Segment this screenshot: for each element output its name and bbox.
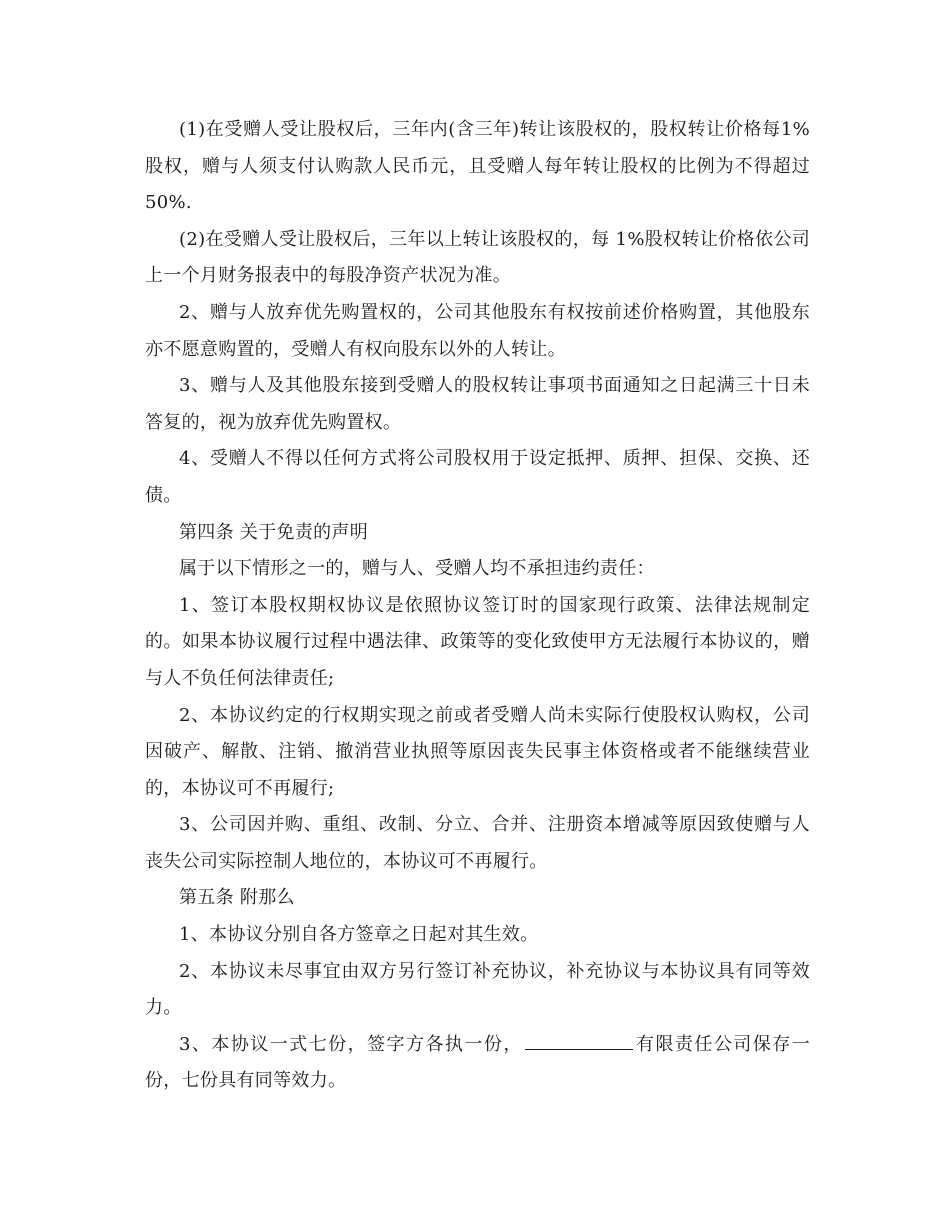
paragraph-transfer-within-three-years: (1)在受赠人受让股权后，三年内(含三年)转让该股权的，股权转让价格每1%股权，赠与人须支付认购款人民币元，且受赠人每年转让股权的比例为不得超过 50%. — [145, 119, 810, 214]
article-five-heading: 第五条 附那么 — [179, 887, 295, 909]
article-four-heading: 第四条 关于免责的声明 — [179, 521, 369, 543]
paragraph-waive-preemptive-right: 2、赠与人放弃优先购置权的，公司其他股东有权按前述价格购置，其他股东亦不愿意购置的，受赠人有权向股东以外的人转让。 — [145, 301, 810, 360]
paragraph-notice-thirty-days: 3、赠与人及其他股东接到受赠人的股权转让事项书面通知之日起满三十日未答复的，视为放弃优先购置权。 — [145, 375, 810, 433]
copies-text-after-blank: 有限责任公司保存一份，七份具有同等效力。 — [145, 1033, 810, 1092]
paragraph-supplementary-agreement: 2、本协议未尽事宜由双方另行签订补充协议，补充协议与本协议具有同等效力。 — [145, 960, 810, 1019]
paragraph-exemption-intro: 属于以下情形之一的，赠与人、受赠人均不承担违约责任： — [179, 558, 655, 580]
paragraph-exemption-dissolution: 2、本协议约定的行权期实现之前或者受赠人尚未实际行使股权认购权，公司因破产、解散、注销、撤消营业执照等原因丧失民事主体资格或者不能继续营业的，本协议可不再履行; — [145, 704, 810, 799]
paragraph-effective-date: 1、本协议分别自各方签章之日起对其生效。 — [179, 924, 539, 946]
paragraph-exemption-policy: 1、签订本股权期权协议是依照协议签订时的国家现行政策、法律法规制定的。如果本协议履行过程中遇法律、政策等的变化致使甲方无法履行本协议的，赠与人不负任何法律责任; — [145, 594, 810, 689]
paragraph-exemption-control-loss: 3、公司因并购、重组、改制、分立、合并、注册资本增减等原因致使赠与人丧失公司实际控制人地位的，本协议可不再履行。 — [145, 814, 810, 872]
paragraph-transfer-after-three-years: (2)在受赠人受让股权后，三年以上转让该股权的，每 1%股权转让价格依公司上一个月财务报表中的每股净资产状况为准。 — [145, 228, 810, 287]
copies-text-before-blank: 3、本协议一式七份，签字方各执一份， — [179, 1033, 523, 1055]
paragraph-copies — [145, 1027, 810, 1100]
company-name-blank-line — [525, 1031, 633, 1050]
paragraph-no-pledge: 4、受赠人不得以任何方式将公司股权用于设定抵押、质押、担保、交换、还债。 — [145, 448, 810, 506]
document-body — [145, 112, 810, 1100]
